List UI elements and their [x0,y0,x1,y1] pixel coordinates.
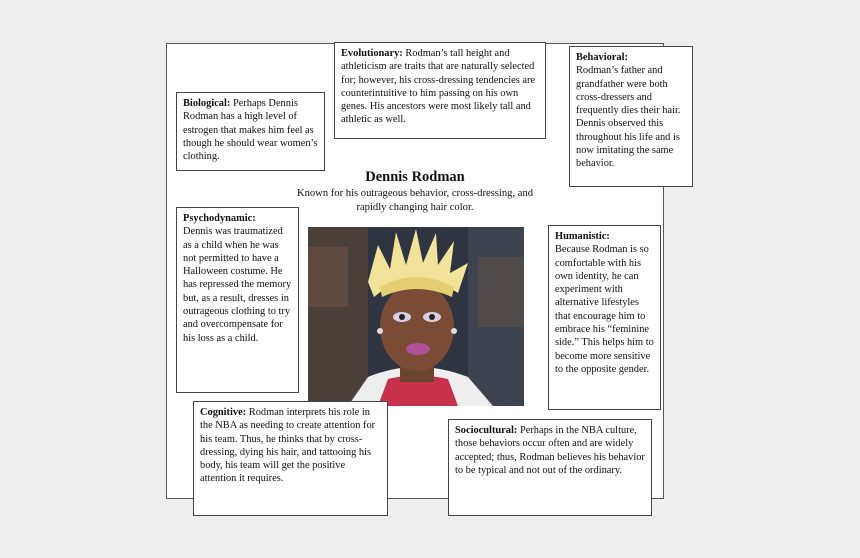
rodman-photo-image [308,227,524,406]
cognitive-box [193,401,388,516]
biological-text: Perhaps Dennis Rodman has a high level of estrogen that makes him feel as though he should wear women’s clothing. [183,98,318,163]
humanistic-text: Because Rodman is so comfortable with his own identity, he can experiment with alternative lifestyles that encourage him to embrace his “feminine side.” This helps him to become more sensitive to the opposite gender. [555,244,654,375]
behavioral-label: Behavioral: [576,52,628,63]
cognitive-text: Rodman interprets his role in the NBA as needing to create attention for his team. Thus, he thinks that by cross-dressing, dying his hair, and tattooing his body, his team will get the positive attention it requires. [200,407,376,485]
psychodynamic-label: Psychodynamic: [183,213,256,224]
psychodynamic-text: Dennis was traumatized as a child when he was not permitted to have a Halloween costume. He has repressed the memory but, as a result, dresses in outrageous clothing to try and overcompensate for his loss as a child. [183,226,292,344]
sociocultural-box [448,419,652,516]
evolutionary-text: Rodman’s tall height and athleticism are traits that are naturally selected for; however, his cross-dressing tendencies are counterintuitive to him passing on his own genes. His ancestors were most likely tall and athletic as well. [341,48,536,126]
page-title: Dennis Rodman [365,169,465,185]
sociocultural-label: Sociocultural: [455,425,518,436]
evolutionary-box [334,42,546,139]
behavioral-text: Rodman’s father and grandfather were both cross-dressers and frequently dies their hair. Dennis observed this throughout his life and is now imitating the same behavior. [576,65,681,170]
rodman-photo [308,227,524,406]
humanistic-label: Humanistic: [555,231,610,242]
humanistic-box [548,225,661,410]
sociocultural-text: Perhaps in the NBA culture, those behaviors occur often and are widely accepted; thus, Rodman believes his behavior to be typical and not out of the ordinary. [455,425,645,476]
page-subtitle: Known for his outrageous behavior, cross-dressing, and rapidly changing hair color. [296,188,534,213]
psychodynamic-box [176,207,299,393]
biological-label: Biological: [183,98,231,109]
evolutionary-label: Evolutionary: [341,48,403,59]
cognitive-label: Cognitive: [200,407,247,418]
biological-box [176,92,325,171]
behavioral-box [569,46,693,187]
